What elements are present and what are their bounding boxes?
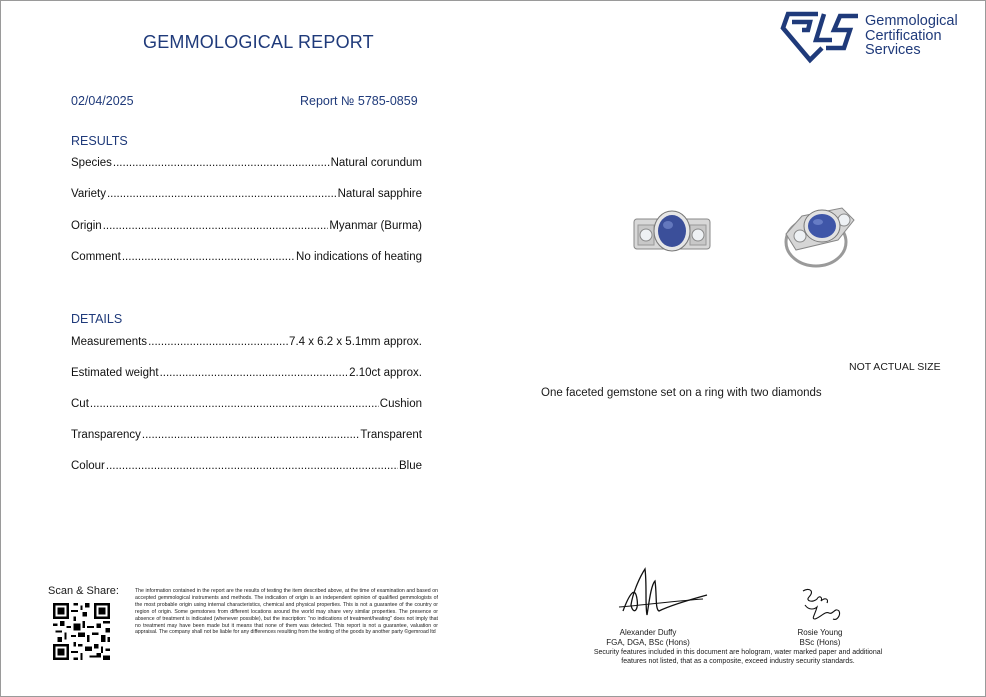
signer2-block: Rosie Young BSc (Hons) — [797, 628, 843, 647]
detail-row: Cut ..... Cushion — [71, 398, 422, 414]
report-number: Report № 5785-0859 — [300, 94, 418, 108]
results-heading: RESULTS — [71, 134, 128, 148]
qr-code[interactable] — [53, 603, 110, 660]
not-actual-size-note: NOT ACTUAL SIZE — [849, 361, 941, 373]
report-date: 02/04/2025 — [71, 94, 134, 108]
detail-row: Colour ..... Blue — [71, 460, 422, 476]
result-row: Origin ..... Myanmar (Burma) — [71, 220, 422, 236]
ring-front-view-image — [632, 203, 712, 257]
security-note: Security features included in this document are hologram, water marked paper and additional features not listed, that as a composite, exceed industry security standards. — [593, 649, 883, 665]
detail-row: Estimated weight ..... 2.10ct approx. — [71, 367, 422, 383]
detail-row: Measurements ..... 7.4 x 6.2 x 5.1mm approx. — [71, 336, 422, 352]
detail-row: Transparency ..... Transparent — [71, 429, 422, 445]
signature-rosie-young — [795, 585, 850, 627]
legal-disclaimer: The information contained in the report are the results of testing the item described above, at the time of examination and based on accepted gemmological instruments and methods. The indication of origin is an independent opinion of qualified gemmologists of the most probable origin using internal characteristics, chemical and physical properties. This is not a guarantee of the country or region of origin. Some gemstones from different locations around the world may share very similar properties. The presence or absence of treatment is indicated (whenever possible), but the inscription: "no indications of treatment/heating" does not imply that no treatment may have been made but it means that none of them was detected. This report is not a guarantee, valuation or appraisal. The company shall not be liable for any differences resulting from the testing of the goods by another party ©gemroad ltd — [135, 588, 438, 636]
image-caption: One faceted gemstone set on a ring with two diamonds — [541, 387, 822, 399]
scan-share-label: Scan & Share: — [48, 585, 119, 597]
result-row: Species ..... Natural corundum — [71, 157, 422, 173]
details-heading: DETAILS — [71, 312, 123, 326]
result-row: Comment ..... No indications of heating — [71, 251, 422, 267]
signature-alexander-duffy — [615, 565, 710, 625]
report-title: GEMMOLOGICAL REPORT — [143, 32, 374, 52]
signer1-block: Alexander Duffy FGA, DGA, BSc (Hons) — [606, 628, 690, 647]
logo-wordmark: Gemmological Certification Services — [865, 13, 958, 58]
ring-angled-view-image — [780, 198, 858, 270]
result-row: Variety ..... Natural sapphire — [71, 188, 422, 204]
